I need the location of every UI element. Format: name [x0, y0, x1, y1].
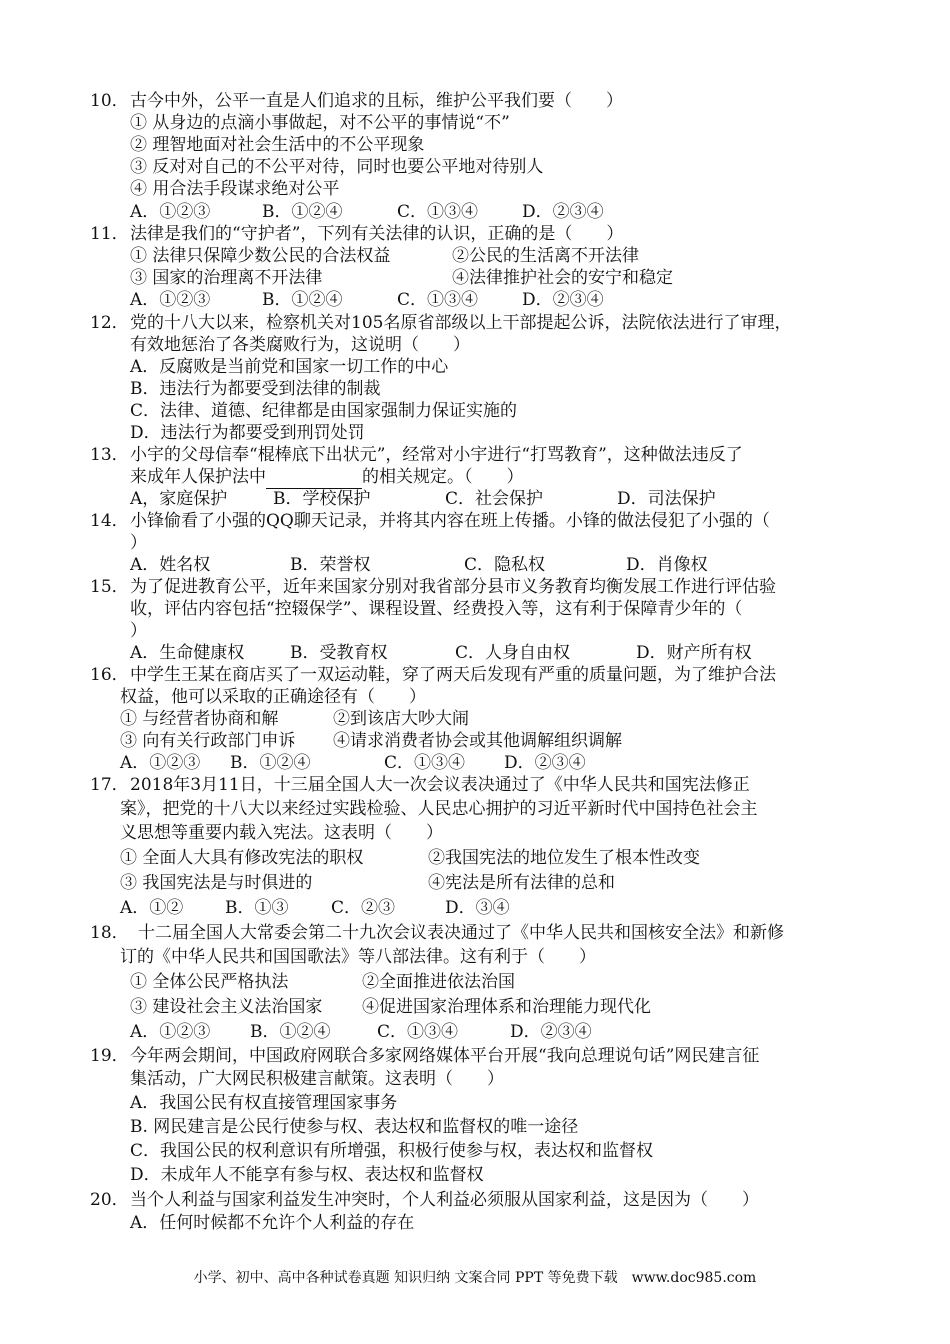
- question-stem: 小锋偷看了小强的QQ聊天记录，并将其内容在班上传播。小锋的做法侵犯了小强的（: [130, 511, 770, 531]
- statement: ③ 建设社会主义法治国家: [130, 997, 323, 1017]
- question-stem-cont: 权益，他可以采取的正确途径有（ ）: [120, 687, 426, 707]
- option-a: A．任何时候都不允许个人利益的存在: [130, 1213, 415, 1233]
- option-c: C．①③④: [397, 290, 479, 310]
- question-stem: 中学生王某在商店买了一双运动鞋，穿了两天后发现有严重的质量问题，为了维护合法: [130, 665, 776, 685]
- option-a: A．姓名权: [130, 555, 211, 575]
- option-a: A，家庭保护: [130, 489, 228, 509]
- question-number: 17．: [90, 775, 129, 795]
- option-c: C．人身自由权: [455, 643, 571, 663]
- question-stem-cont: [130, 466, 524, 489]
- statement: ① 与经营者协商和解: [120, 709, 279, 729]
- option-d: D．司法保护: [617, 489, 716, 509]
- option-c: C．①③④: [377, 1022, 459, 1042]
- option-d: D．肖像权: [626, 555, 708, 575]
- page-footer: 小学、初中、高中各种试卷真题 知识归纳 文案合同 PPT 等免费下载 www.doc985.com: [193, 1270, 757, 1286]
- question-stem-cont: ）: [130, 621, 147, 641]
- question-number: 18．: [90, 923, 129, 943]
- statement: ③ 反对对自己的不公平对待，同时也要公平地对待别人: [130, 157, 544, 177]
- option-d: D．②③④: [504, 753, 586, 773]
- option-b: B. 网民建言是公民行使参与权、表达权和监督权的唯一途径: [130, 1117, 579, 1137]
- option-a: A．①②③: [130, 290, 211, 310]
- statement: ① 法律只保障少数公民的合法权益: [130, 246, 391, 266]
- question-stem: 为了促进教育公平，近年来国家分别对我省部分县市义务教育均衡发展工作进行评估验: [130, 577, 776, 597]
- option-c: C．①③④: [384, 753, 466, 773]
- statement: ④宪法是所有法律的总和: [428, 873, 615, 893]
- question-number: 10．: [90, 91, 129, 111]
- option-b: B．①②④: [250, 1022, 331, 1042]
- option-b: B．①②④: [230, 753, 311, 773]
- option-a: A．①②: [120, 898, 184, 918]
- option-b: B．违法行为都要受到法律的制裁: [130, 379, 381, 399]
- option-a: A．生命健康权: [130, 643, 245, 663]
- question-number: 13．: [90, 445, 129, 465]
- question-stem: 古今中外，公平一直是人们追求的且标，维护公平我们要（ ）: [130, 91, 623, 111]
- question-stem: 党的十八大以来，检察机关对105名原省部级以上干部提起公诉，法院依法进行了审理，: [130, 313, 792, 333]
- option-b: B．学校保护: [273, 489, 371, 509]
- option-b: B．受教育权: [290, 643, 388, 663]
- option-a: A．反腐败是当前党和国家一切工作的中心: [130, 357, 449, 377]
- statement: ③ 向有关行政部门申诉: [120, 731, 296, 751]
- option-a: A．①②③: [120, 753, 201, 773]
- option-d: D．②③④: [510, 1022, 592, 1042]
- question-stem-cont: 有效地惩治了各类腐败行为，这说明（ ）: [130, 335, 470, 355]
- option-b: B．荣誉权: [290, 555, 371, 575]
- statement: ②我国宪法的地位发生了根本性改变: [428, 848, 700, 868]
- question-stem: 2018年3月11日，十三届全国人大一次会议表决通过了《中华人民共和国宪法修正: [130, 775, 750, 795]
- statement: ① 全体公民严格执法: [130, 972, 289, 992]
- option-a: A．我国公民有权直接管理国家事务: [130, 1093, 398, 1113]
- option-c: C．我国公民的权利意识有所增强，积极行使参与权，表达权和监督权: [130, 1141, 654, 1161]
- statement: ②到该店大吵大闹: [333, 709, 469, 729]
- option-c: C．法律、道德、纪律都是由国家强制力保证实施的: [130, 401, 518, 421]
- option-b: B．①③: [225, 898, 289, 918]
- statement: ① 全面人大具有修改宪法的职权: [120, 848, 364, 868]
- question-stem-cont: 订的《中华人民共和国国歌法》等八部法律。这有利于（ ）: [120, 947, 596, 967]
- option-d: D．②③④: [522, 290, 604, 310]
- question-number: 16．: [90, 665, 129, 685]
- stem-part: 的相关规定。（ ）: [362, 467, 524, 487]
- option-b: B．①②④: [262, 202, 343, 222]
- option-a: A．①②③: [130, 1022, 211, 1042]
- statement: ② 理智地面对社会生活中的不公平现象: [130, 135, 425, 155]
- question-number: 14．: [90, 511, 129, 531]
- option-b: B．①②④: [262, 290, 343, 310]
- option-c: C．②③: [331, 898, 396, 918]
- question-stem: 小宇的父母信奉“棍棒底下出状元”，经常对小宇进行“打骂教育”，这种做法违反了: [130, 445, 743, 465]
- option-c: C．社会保护: [445, 489, 544, 509]
- option-c: C．隐私权: [464, 555, 546, 575]
- question-stem: 法律是我们的“守护者”，下列有关法律的认识，正确的是（ ）: [130, 224, 624, 244]
- question-stem-cont: 案》，把党的十八大以来经过实践检验、人民忠心拥护的习近平新时代中国持色社会主: [120, 799, 758, 819]
- question-stem: 当个人利益与国家利益发生冲突时，个人利益必须服从国家利益，这是因为（ ）: [130, 1190, 759, 1210]
- option-d: D．财产所有权: [636, 643, 752, 663]
- option-d: D．违法行为都要受到刑罚处罚: [130, 423, 365, 443]
- option-a: A．①②③: [130, 202, 211, 222]
- question-number: 12．: [90, 313, 129, 333]
- question-stem: 今年两会期间，中国政府网联合多家网络媒体平台开展“我向总理说句话”网民建言征: [130, 1046, 760, 1066]
- statement: ③ 我国宪法是与时俱进的: [120, 873, 313, 893]
- stem-part: 来成年人保护法中: [130, 467, 266, 487]
- statement: ④法律推护社会的安宁和稳定: [452, 268, 673, 288]
- question-stem-cont: 义思想等重要内载入宪法。这表明（ ）: [120, 823, 443, 843]
- statement: ④请求消费者协会或其他调解组织调解: [333, 731, 622, 751]
- option-d: D．②③④: [522, 202, 604, 222]
- statement: ① 从身边的点滴小事做起，对不公平的事情说“不”: [130, 113, 510, 133]
- question-stem-cont: ）: [130, 533, 147, 553]
- question-number: 19．: [90, 1046, 129, 1066]
- option-d: D．未成年人不能享有参与权、表达权和监督权: [130, 1165, 484, 1185]
- question-stem-cont: 收，评估内容包括“控辍保学”、课程设置、经费投入等，这有利于保障青少年的（: [130, 599, 743, 619]
- question-number: 20．: [90, 1190, 129, 1210]
- statement: ④ 用合法手段谋求绝对公平: [130, 179, 340, 199]
- question-number: 15．: [90, 577, 129, 597]
- statement: ②公民的生活离不开法律: [452, 246, 639, 266]
- option-d: D．③④: [445, 898, 510, 918]
- statement: ②全面推进依法治国: [362, 972, 515, 992]
- statement: ③ 国家的治理离不开法律: [130, 268, 323, 288]
- question-stem-cont: 集活动，广大网民积极建言献策。这表明（ ）: [130, 1069, 504, 1089]
- option-c: C．①③④: [397, 202, 479, 222]
- question-stem: 十二届全国人大常委会第二十九次会议表决通过了《中华人民共和国核安全法》和新修: [138, 923, 784, 943]
- statement: ④促进国家治理体系和治理能力现代化: [362, 997, 651, 1017]
- fill-in-blank: [266, 466, 362, 489]
- question-number: 11．: [90, 224, 129, 244]
